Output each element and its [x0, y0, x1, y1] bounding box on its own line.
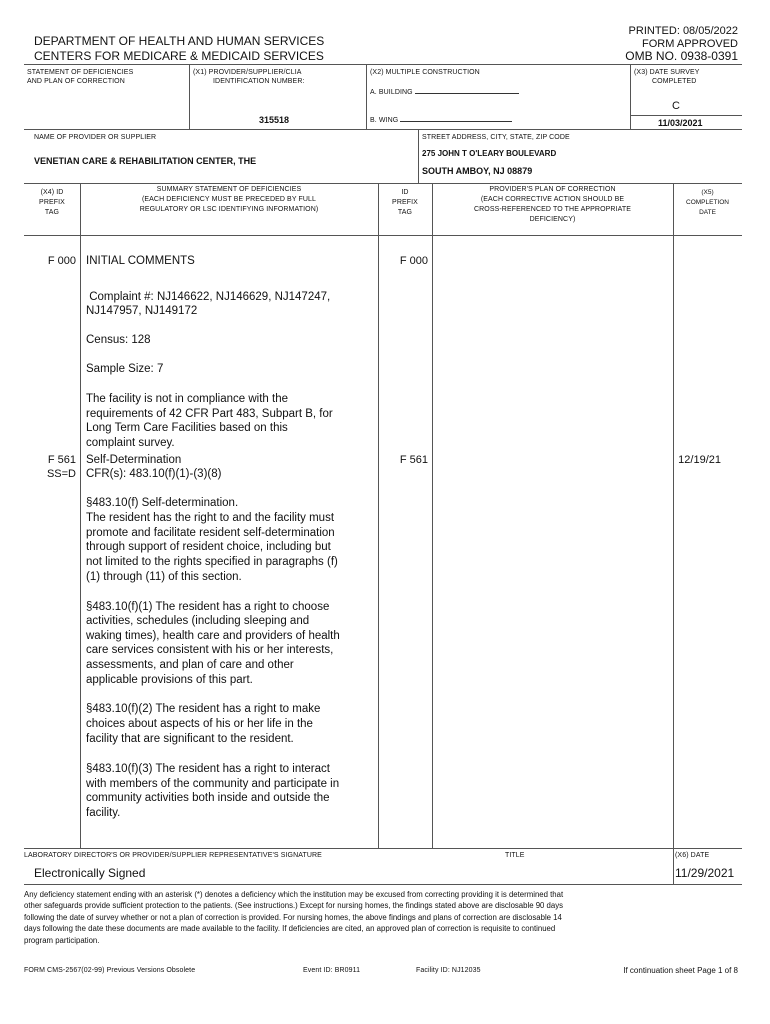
x1-provider-number: 315518: [259, 115, 290, 125]
body-line: promote and facilitate resident self-determination: [86, 527, 335, 539]
x5-header-2: COMPLETION: [686, 199, 729, 206]
tag-left-f000: F 000: [47, 255, 76, 267]
x3-label-1: (X3) DATE SURVEY: [634, 69, 700, 76]
wing-blank: [400, 113, 512, 122]
building-blank: [415, 85, 519, 94]
body-line: NJ147957, NJ149172: [86, 305, 198, 317]
x3-label-2: COMPLETED: [652, 78, 697, 85]
divider-col-summary: [378, 183, 379, 848]
plan-header-4: DEFICIENCY): [529, 216, 576, 223]
body-line: community activities both inside and outside the: [86, 792, 330, 804]
x2-wing-field: [370, 113, 512, 126]
disclaimer-line: following the date of survey whether or not a plan of correction is provided. For nursing homes, the above findings and plans of correction are disclosable 14: [24, 912, 562, 922]
x2-building-label: A. BUILDING: [370, 89, 413, 96]
summary-header-1: SUMMARY STATEMENT OF DEFICIENCIES: [156, 186, 302, 193]
disclaimer: [24, 889, 563, 946]
provider-label: NAME OF PROVIDER OR SUPPLIER: [34, 134, 157, 141]
rule-x3-date: [630, 115, 742, 116]
statement-label-1: STATEMENT OF DEFICIENCIES: [27, 69, 134, 76]
severity-scope: SS=D: [46, 468, 76, 480]
body-line: §483.10(f)(1) The resident has a right to choose: [86, 601, 330, 613]
statement-label-2: AND PLAN OF CORRECTION: [27, 78, 125, 85]
x4-header-3: TAG: [44, 209, 60, 216]
body-line: Complaint #: NJ146622, NJ146629, NJ147247,: [86, 291, 331, 303]
page-number: If continuation sheet Page 1 of 8: [623, 966, 738, 975]
body-line: applicable provisions of this part.: [86, 674, 253, 686]
body-line: Long Term Care Facilities based on this: [86, 422, 288, 434]
id-header: [378, 188, 432, 218]
x5-header: [673, 188, 742, 218]
x1-label-2: IDENTIFICATION NUMBER:: [213, 78, 305, 85]
id-header-2: PREFIX: [392, 199, 418, 206]
x4-header: [24, 188, 80, 218]
body-line: The resident has the right to and the facility must: [86, 512, 335, 524]
divider-col-id: [432, 183, 433, 848]
rule-mid: [24, 129, 742, 130]
disclaimer-line: program participation.: [24, 935, 100, 945]
x4-header-1: (X4) ID: [40, 189, 64, 196]
address-line-1: 275 JOHN T O'LEARY BOULEVARD: [422, 149, 557, 158]
x3-survey-date: 11/03/2021: [658, 118, 703, 128]
cfr-citation: CFR(s): 483.10(f)(1)-(3)(8): [86, 468, 222, 480]
body-line: requirements of 42 CFR Part 483, Subpart B, for: [86, 408, 333, 420]
omb-number: OMB NO. 0938-0391: [625, 49, 738, 63]
rule-top: [24, 64, 742, 65]
body-line: §483.10(f)(2) The resident has a right to make: [86, 703, 321, 715]
body-line: The facility is not in compliance with the: [86, 393, 288, 405]
body-line: with members of the community and participate in: [86, 778, 340, 790]
body-line: care services consistent with his or her interests,: [86, 644, 334, 656]
id-header-1: ID: [401, 189, 409, 196]
body-line: not limited to the rights specified in paragraphs (f): [86, 556, 338, 568]
body-line: activities, schedules (including sleeping and: [86, 615, 310, 627]
x5-header-3: DATE: [699, 209, 716, 216]
initial-comments-heading: INITIAL COMMENTS: [86, 255, 195, 267]
body-line: facility that are significant to the resident.: [86, 733, 294, 745]
x2-building-field: [370, 85, 519, 98]
summary-header-2: (EACH DEFICIENCY MUST BE PRECEDED BY FULL: [141, 196, 317, 203]
body-line: Sample Size: 7: [86, 363, 164, 375]
body-line: Census: 128: [86, 334, 151, 346]
divider-address: [418, 129, 419, 183]
x2-wing-label: B. WING: [370, 117, 399, 124]
provider-name: VENETIAN CARE & REHABILITATION CENTER, THE: [34, 156, 257, 166]
plan-header: [432, 185, 673, 225]
printed-date: PRINTED: 08/05/2022: [628, 25, 738, 37]
self-determination-heading: Self-Determination: [86, 454, 182, 466]
body-line: complaint survey.: [86, 437, 175, 449]
body-line: facility.: [86, 807, 121, 819]
x2-label: (X2) MULTIPLE CONSTRUCTION: [370, 69, 480, 76]
x4-header-2: PREFIX: [39, 199, 65, 206]
plan-header-2: (EACH CORRECTIVE ACTION SHOULD BE: [480, 196, 625, 203]
x3-letter: C: [672, 100, 680, 112]
department-line-2: CENTERS FOR MEDICARE & MEDICAID SERVICES: [34, 49, 324, 63]
divider-col-x4: [80, 183, 81, 848]
body-line: (1) through (11) of this section.: [86, 571, 242, 583]
summary-header: [80, 185, 378, 215]
electronic-signature: Electronically Signed: [34, 866, 146, 880]
address-label: STREET ADDRESS, CITY, STATE, ZIP CODE: [422, 134, 570, 141]
tag-left-f561: F 561: [47, 454, 76, 466]
plan-header-3: CROSS-REFERENCED TO THE APPROPRIATE: [473, 206, 631, 213]
title-label: TITLE: [505, 852, 525, 859]
divider-x1: [189, 64, 190, 129]
plan-header-1: PROVIDER'S PLAN OF CORRECTION: [489, 186, 616, 193]
divider-x6: [673, 848, 674, 884]
event-id: Event ID: BR0911: [303, 967, 361, 974]
signature-date: 11/29/2021: [675, 866, 735, 880]
body-line: choices about aspects of his or her life in the: [86, 718, 313, 730]
x6-date-label: (X6) DATE: [675, 852, 710, 859]
rule-colhead-bottom: [24, 235, 742, 236]
summary-header-3: REGULATORY OR LSC IDENTIFYING INFORMATION): [139, 206, 319, 213]
disclaimer-line: Any deficiency statement ending with an asterisk (*) denotes a deficiency which the institution may be excused from correcting providing it is determined that: [24, 890, 564, 899]
body-line: §483.10(f) Self-determination.: [86, 497, 239, 509]
x1-label-1: (X1) PROVIDER/SUPPLIER/CLIA: [193, 69, 302, 76]
rule-body-bottom: [24, 848, 742, 849]
disclaimer-line: other safeguards provide sufficient protection to the patients. (See instructions.) Except for nursing homes, the findings stated above are disclosable 90 days: [24, 901, 564, 911]
tag-right-f561: F 561: [399, 454, 428, 466]
body-line: §483.10(f)(3) The resident has a right to interact: [86, 763, 330, 775]
rule-signature-bottom: [24, 884, 742, 885]
tag-right-f000: F 000: [399, 255, 428, 267]
divider-x2: [366, 64, 367, 129]
divider-col-plan: [673, 183, 674, 848]
divider-x3: [630, 64, 631, 129]
completion-date-f561: 12/19/21: [678, 454, 721, 466]
x5-header-1: (X5): [701, 189, 714, 196]
form-approved: FORM APPROVED: [642, 38, 738, 50]
address-line-2: SOUTH AMBOY, NJ 08879: [422, 166, 533, 176]
body-line: assessments, and plan of care and other: [86, 659, 294, 671]
rule-colhead-top: [24, 183, 742, 184]
signature-label: LABORATORY DIRECTOR'S OR PROVIDER/SUPPLIER REPRESENTATIVE'S SIGNATURE: [24, 852, 322, 859]
form-number: FORM CMS-2567(02-99) Previous Versions Obsolete: [24, 967, 196, 974]
body-line: through support of resident choice, including but: [86, 541, 331, 553]
department-line-1: DEPARTMENT OF HEALTH AND HUMAN SERVICES: [34, 34, 325, 48]
id-header-3: TAG: [397, 209, 413, 216]
facility-id: Facility ID: NJ12035: [416, 967, 481, 974]
disclaimer-line: days following the date these documents are made available to the facility. If deficiencies are cited, an approved plan of correction is requisite to continued: [24, 924, 556, 934]
body-line: waking times), health care and providers of health: [86, 630, 340, 642]
